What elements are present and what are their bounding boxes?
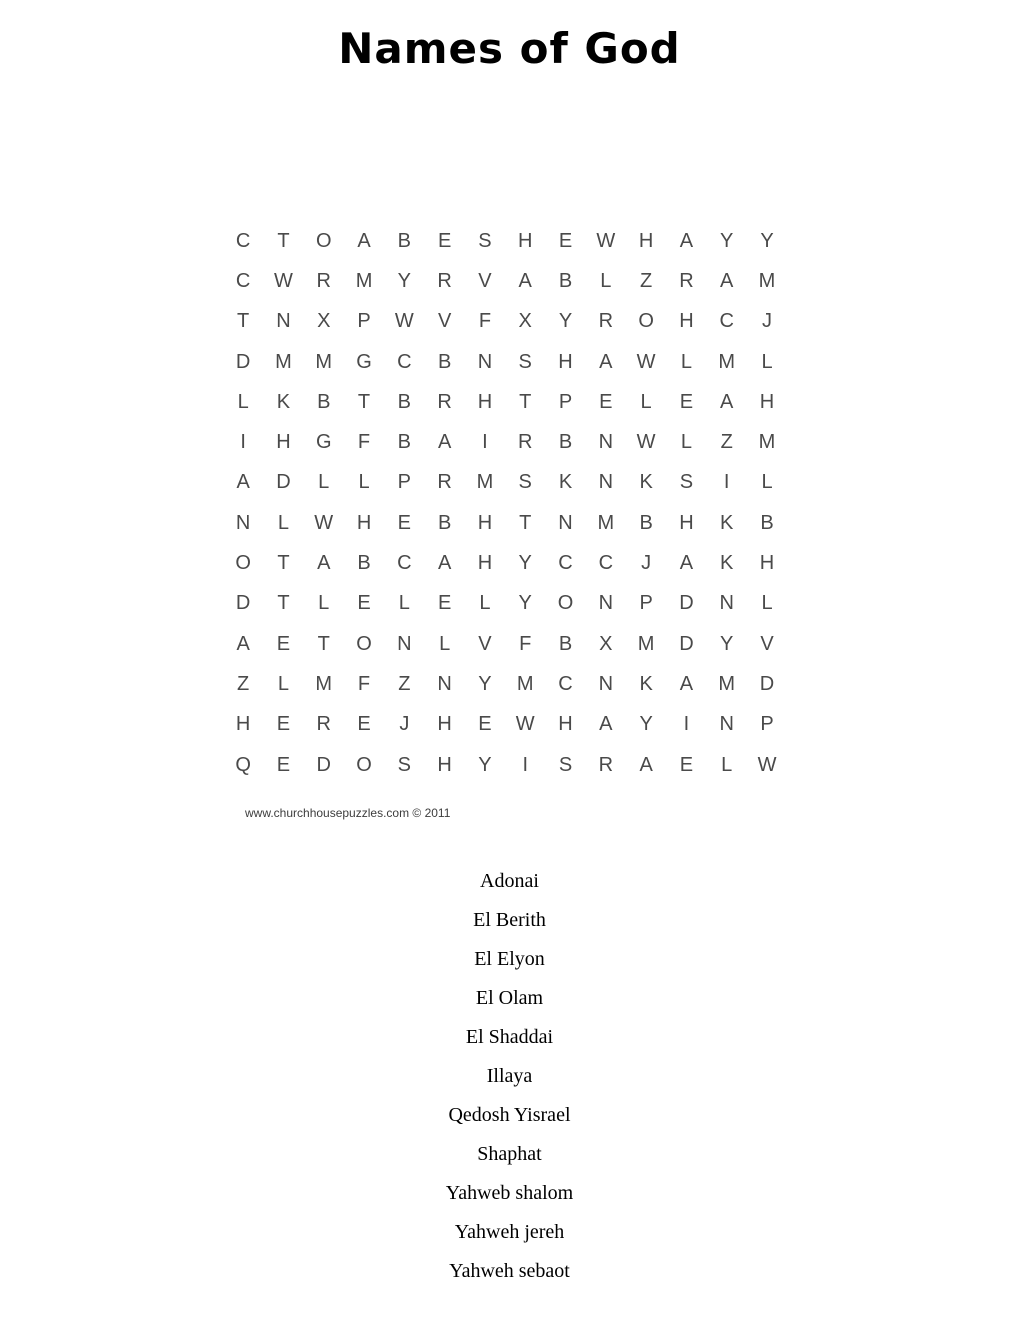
grid-cell: D xyxy=(235,350,251,373)
grid-cell: C xyxy=(235,229,251,252)
grid-cell: Y xyxy=(518,592,532,615)
grid-cell: W xyxy=(394,310,414,333)
grid-cell: B xyxy=(639,511,653,534)
grid-cell: R xyxy=(437,269,452,292)
grid-cell: N xyxy=(598,471,614,494)
grid-cell: A xyxy=(437,552,452,575)
grid-cell: B xyxy=(317,390,331,413)
grid-cell: R xyxy=(518,431,533,454)
grid-cell: H xyxy=(477,511,493,534)
grid-cell: Z xyxy=(237,672,250,695)
grid-cell: I xyxy=(240,431,246,454)
grid-cell: M xyxy=(637,632,655,655)
grid-cell: N xyxy=(598,431,614,454)
grid-cell: N xyxy=(477,350,493,373)
grid-cell: W xyxy=(636,431,656,454)
grid-cell: S xyxy=(558,753,573,776)
grid-cell: L xyxy=(761,350,773,373)
grid-cell: H xyxy=(759,552,775,575)
grid-cell: Z xyxy=(640,269,653,292)
grid-cell: E xyxy=(276,713,291,736)
grid-cell: C xyxy=(235,269,251,292)
grid-cell: K xyxy=(639,672,653,695)
grid-cell: D xyxy=(235,592,251,615)
grid-cell: Z xyxy=(720,431,733,454)
grid-cell: B xyxy=(437,350,452,373)
grid-cell: Y xyxy=(720,229,734,252)
grid-cell: L xyxy=(318,471,330,494)
grid-cell: W xyxy=(636,350,656,373)
grid-cell: H xyxy=(558,713,573,736)
grid-cell: E xyxy=(357,713,371,736)
grid-cell: W xyxy=(274,269,293,292)
grid-cell: H xyxy=(518,229,533,252)
grid-cell: R xyxy=(598,310,614,333)
grid-cell: R xyxy=(316,269,331,292)
grid-cell: T xyxy=(237,310,250,333)
grid-cell: R xyxy=(437,471,452,494)
grid-cell: S xyxy=(518,350,532,373)
grid-cell: F xyxy=(519,632,532,655)
grid-cell: O xyxy=(315,229,332,252)
grid-cell: L xyxy=(761,592,773,615)
grid-cell: E xyxy=(679,390,694,413)
grid-cell: R xyxy=(316,713,331,736)
grid-cell: R xyxy=(598,753,614,776)
grid-cell: E xyxy=(679,753,694,776)
grid-cell: T xyxy=(277,552,290,575)
grid-cell: M xyxy=(476,471,494,494)
grid-cell: P xyxy=(639,592,653,615)
grid-cell: Y xyxy=(558,310,573,333)
word-list-item: El Elyon xyxy=(474,948,545,970)
grid-cell: M xyxy=(275,350,292,373)
grid-cell: D xyxy=(679,632,694,655)
grid-cell: A xyxy=(720,269,734,292)
grid-cell: Y xyxy=(478,753,492,776)
grid-cell: B xyxy=(397,229,411,252)
grid-cell: W xyxy=(515,713,535,736)
grid-cell: F xyxy=(357,672,371,695)
grid-cell: L xyxy=(721,753,733,776)
grid-cell: T xyxy=(519,511,532,534)
grid-cell: A xyxy=(599,713,613,736)
grid-cell: A xyxy=(518,269,532,292)
grid-cell: M xyxy=(758,269,776,292)
grid-cell: A xyxy=(679,672,694,695)
grid-cell: J xyxy=(399,713,410,736)
grid-cell: S xyxy=(518,471,532,494)
grid-cell: E xyxy=(437,592,452,615)
grid-cell: H xyxy=(356,511,372,534)
grid-cell: O xyxy=(557,592,574,615)
grid-cell: I xyxy=(683,713,690,736)
grid-cell: H xyxy=(477,552,493,575)
word-list-item: El Shaddai xyxy=(465,1026,554,1048)
grid-cell: A xyxy=(236,471,250,494)
grid-cell: Y xyxy=(760,229,774,252)
grid-cell: L xyxy=(358,471,370,494)
grid-cell: L xyxy=(680,431,692,454)
grid-cell: M xyxy=(758,431,776,454)
grid-cell: E xyxy=(276,753,291,776)
grid-cell: H xyxy=(558,350,573,373)
grid-cell: T xyxy=(519,390,532,413)
word-list-item: Yahweh jereh xyxy=(454,1221,565,1243)
grid-cell: T xyxy=(317,632,330,655)
word-list-item: Yahweb shalom xyxy=(445,1182,574,1204)
grid-cell: I xyxy=(482,431,488,454)
grid-cell: E xyxy=(397,511,411,534)
grid-cell: K xyxy=(276,390,291,413)
grid-cell: H xyxy=(679,511,694,534)
grid-cell: P xyxy=(760,713,774,736)
grid-cell: H xyxy=(235,713,251,736)
grid-cell: L xyxy=(479,592,491,615)
grid-cell: E xyxy=(599,390,613,413)
grid-cell: A xyxy=(639,753,653,776)
word-list-item: Illaya xyxy=(486,1065,533,1087)
grid-cell: R xyxy=(437,390,452,413)
grid-cell: W xyxy=(314,511,334,534)
grid-cell: T xyxy=(277,229,290,252)
grid-cell: C xyxy=(558,552,573,575)
grid-cell: A xyxy=(720,390,734,413)
grid-cell: A xyxy=(599,350,613,373)
grid-cell: M xyxy=(718,350,736,373)
grid-cell: H xyxy=(437,713,452,736)
grid-cell: N xyxy=(235,511,251,534)
word-list-item: El Berith xyxy=(473,909,546,931)
grid-cell: L xyxy=(761,471,773,494)
grid-cell: Y xyxy=(639,713,653,736)
grid-cell: K xyxy=(639,471,653,494)
grid-cell: L xyxy=(640,390,652,413)
grid-cell: T xyxy=(277,592,290,615)
grid-cell: L xyxy=(398,592,410,615)
grid-cell: I xyxy=(723,471,730,494)
grid-cell: C xyxy=(397,350,412,373)
grid-cell: K xyxy=(558,471,573,494)
grid-cell: Y xyxy=(518,552,532,575)
grid-cell: M xyxy=(355,269,373,292)
grid-cell: H xyxy=(638,229,654,252)
grid-cell: H xyxy=(679,310,694,333)
grid-cell: P xyxy=(397,471,411,494)
grid-cell: J xyxy=(762,310,772,333)
grid-cell: L xyxy=(277,672,289,695)
grid-cell: M xyxy=(516,672,534,695)
grid-cell: D xyxy=(759,672,775,695)
grid-cell: B xyxy=(558,269,573,292)
grid-cell: L xyxy=(277,511,289,534)
grid-cell: W xyxy=(757,753,777,776)
grid-cell: Y xyxy=(397,269,411,292)
grid-cell: P xyxy=(558,390,573,413)
grid-cell: R xyxy=(679,269,694,292)
grid-cell: K xyxy=(720,511,734,534)
grid-cell: B xyxy=(760,511,774,534)
grid-cell: C xyxy=(558,672,573,695)
grid-cell: N xyxy=(598,592,614,615)
grid-cell: C xyxy=(397,552,412,575)
word-list xyxy=(0,862,1019,1291)
grid-cell: T xyxy=(357,390,371,413)
grid-cell: H xyxy=(759,390,775,413)
grid-cell: L xyxy=(318,592,330,615)
grid-cell: L xyxy=(237,390,249,413)
word-list-item: Adonai xyxy=(480,870,539,892)
grid-cell: X xyxy=(317,310,331,333)
grid-cell: E xyxy=(437,229,452,252)
grid-cell: O xyxy=(235,552,251,575)
grid-cell: H xyxy=(477,390,493,413)
grid-cell: N xyxy=(437,672,452,695)
grid-cell: Q xyxy=(235,753,251,776)
grid-cell: G xyxy=(356,350,372,373)
word-search-grid xyxy=(223,221,787,785)
word-list-item: Qedosh Yisrael xyxy=(448,1104,571,1126)
grid-cell: N xyxy=(558,511,573,534)
grid-cell: I xyxy=(522,753,528,776)
grid-cell: C xyxy=(719,310,734,333)
grid-cell: O xyxy=(638,310,654,333)
grid-cell: M xyxy=(597,511,615,534)
grid-cell: B xyxy=(437,511,452,534)
grid-cell: P xyxy=(357,310,371,333)
copyright-text: www.churchhousepuzzles.com © 2011 xyxy=(245,806,451,820)
grid-cell: Z xyxy=(398,672,411,695)
grid-cell: B xyxy=(558,632,573,655)
grid-cell: J xyxy=(641,552,652,575)
word-list-item: Yahweh sebaot xyxy=(449,1260,570,1282)
grid-cell: A xyxy=(679,552,694,575)
grid-cell: X xyxy=(518,310,532,333)
grid-cell: V xyxy=(760,632,774,655)
grid-cell: O xyxy=(356,632,372,655)
grid-cell: M xyxy=(315,350,333,373)
grid-cell: E xyxy=(478,713,492,736)
grid-cell: M xyxy=(315,672,333,695)
grid-cell: E xyxy=(558,229,573,252)
grid-cell: N xyxy=(719,713,734,736)
grid-cell: V xyxy=(437,310,452,333)
grid-cell: B xyxy=(397,431,411,454)
grid-cell: V xyxy=(478,269,492,292)
grid-cell: A xyxy=(357,229,371,252)
grid-cell: H xyxy=(276,431,291,454)
grid-cell: N xyxy=(719,592,734,615)
grid-cell: B xyxy=(357,552,371,575)
grid-cell: D xyxy=(276,471,291,494)
grid-cell: N xyxy=(276,310,291,333)
grid-cell: L xyxy=(600,269,612,292)
grid-cell: M xyxy=(718,672,736,695)
grid-cell: A xyxy=(236,632,250,655)
grid-cell: E xyxy=(276,632,291,655)
word-list-item: Shaphat xyxy=(477,1143,542,1165)
grid-cell: G xyxy=(315,431,332,454)
grid-cell: L xyxy=(439,632,451,655)
grid-cell: V xyxy=(478,632,492,655)
grid-cell: S xyxy=(679,471,694,494)
grid-cell: A xyxy=(679,229,694,252)
grid-cell: F xyxy=(357,431,371,454)
grid-cell: S xyxy=(397,753,411,776)
grid-cell: N xyxy=(598,672,614,695)
grid-cell: E xyxy=(357,592,371,615)
grid-cell: D xyxy=(679,592,694,615)
grid-cell: N xyxy=(397,632,412,655)
word-list-item: El Olam xyxy=(475,987,544,1009)
page-title: Names of God xyxy=(338,24,681,73)
grid-cell: O xyxy=(356,753,372,776)
grid-cell: A xyxy=(437,431,452,454)
grid-cell: K xyxy=(720,552,734,575)
grid-cell: C xyxy=(598,552,614,575)
grid-cell: A xyxy=(317,552,331,575)
grid-cell: Y xyxy=(720,632,734,655)
grid-cell: F xyxy=(478,310,492,333)
grid-cell: B xyxy=(558,431,573,454)
grid-cell: D xyxy=(316,753,331,776)
grid-cell: H xyxy=(437,753,452,776)
grid-cell: Y xyxy=(478,672,492,695)
grid-cell: W xyxy=(596,229,616,252)
grid-cell: L xyxy=(680,350,692,373)
grid-cell: X xyxy=(599,632,613,655)
grid-cell: B xyxy=(397,390,411,413)
grid-cell: S xyxy=(478,229,492,252)
